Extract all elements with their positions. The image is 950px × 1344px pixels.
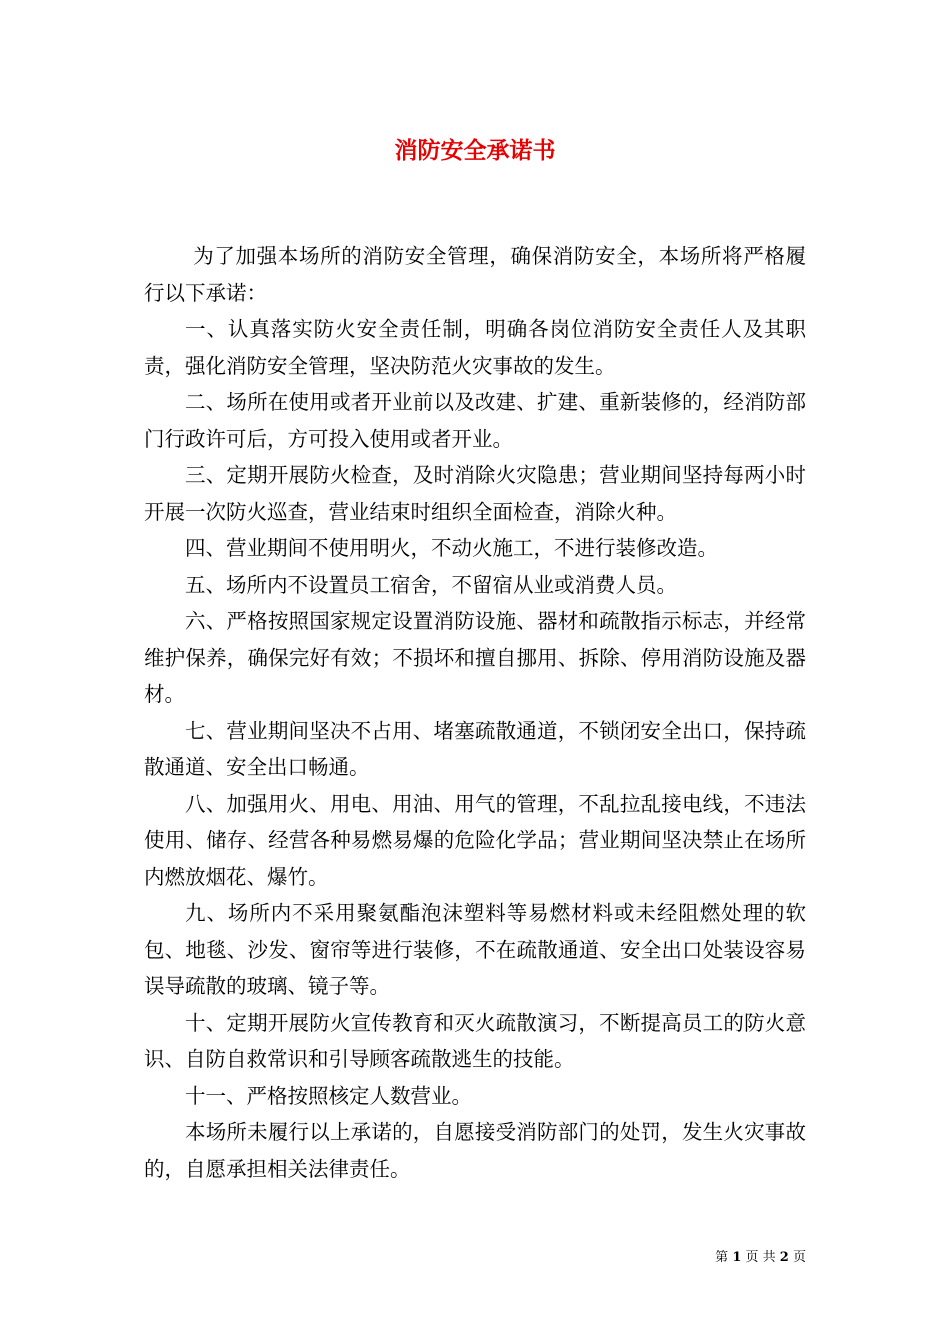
clause-paragraph: 十一、严格按照核定人数营业。 (185, 1083, 472, 1108)
footer-suffix: 页 (792, 1250, 806, 1265)
clause-paragraph: 四、营业期间不使用明火，不动火施工，不进行装修改造。 (185, 536, 718, 560)
total-page-number: 2 (779, 1250, 789, 1265)
clause-paragraph: 六、严格按照国家规定设置消防设施、器材和疏散指示标志，并经常维护保养，确保完好有效；不损坏和擅自挪用、拆除、停用消防设施及器材。 (144, 609, 806, 706)
footer-middle: 页 共 (745, 1250, 776, 1265)
clause-paragraph: 十、定期开展防火宣传教育和灭火疏散演习，不断提高员工的防火意识、自防自救常识和引导顾客疏散逃生的技能。 (144, 1010, 806, 1071)
closing-paragraph: 本场所未履行以上承诺的，自愿接受消防部门的处罚，发生火灾事故的，自愿承担相关法律责任。 (144, 1120, 806, 1181)
clause-paragraph: 七、营业期间坚决不占用、堵塞疏散通道，不锁闭安全出口，保持疏散通道、安全出口畅通。 (144, 718, 806, 779)
footer-prefix: 第 (715, 1250, 729, 1265)
document-body (144, 238, 806, 1187)
clause-paragraph: 九、场所内不采用聚氨酯泡沫塑料等易燃材料或未经阻燃处理的软包、地毯、沙发、窗帘等进行装修，不在疏散通道、安全出口处装设容易误导疏散的玻璃、镜子等。 (144, 901, 806, 998)
clause-paragraph: 二、场所在使用或者开业前以及改建、扩建、重新装修的，经消防部门行政许可后，方可投入使用或者开业。 (144, 390, 806, 451)
clause-paragraph: 三、定期开展防火检查，及时消除火灾隐患；营业期间坚持每两小时开展一次防火巡查，营业结束时组织全面检查，消除火种。 (144, 463, 806, 524)
clause-paragraph: 一、认真落实防火安全责任制，明确各岗位消防安全责任人及其职责，强化消防安全管理，坚决防范火灾事故的发生。 (144, 317, 806, 378)
clause-paragraph: 八、加强用火、用电、用油、用气的管理，不乱拉乱接电线，不违法使用、储存、经营各种易燃易爆的危险化学品；营业期间坚决禁止在场所内燃放烟花、爆竹。 (144, 791, 806, 889)
intro-paragraph: 为了加强本场所的消防安全管理，确保消防安全，本场所将严格履行以下承诺： (144, 244, 806, 305)
document-title: 消防安全承诺书 (394, 137, 556, 164)
clause-paragraph: 五、场所内不设置员工宿舍，不留宿从业或消费人员。 (185, 572, 677, 597)
current-page-number: 1 (732, 1250, 742, 1265)
page-number-footer (715, 1246, 806, 1265)
